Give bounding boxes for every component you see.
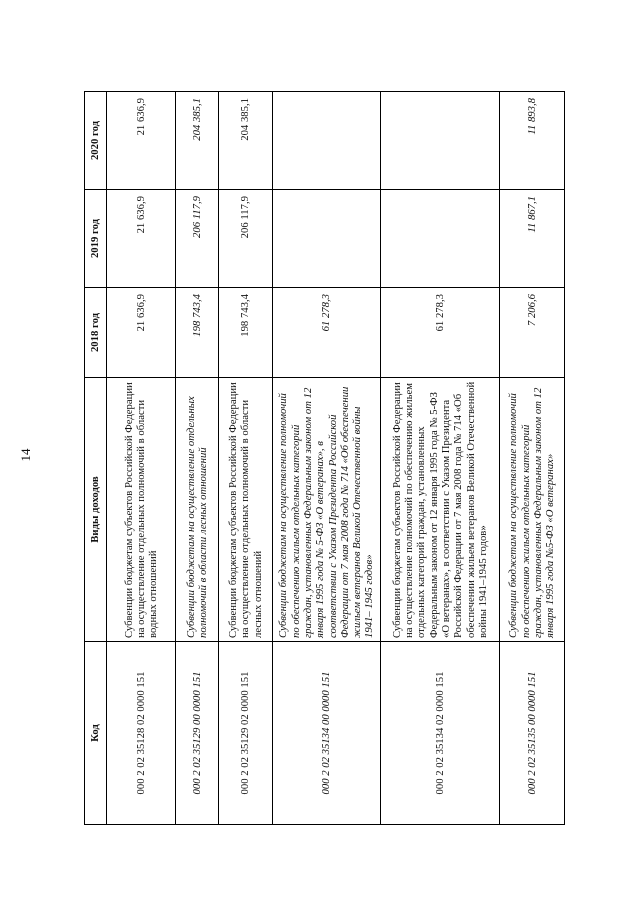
row-code: 000 2 02 35134 02 0000 151 [381, 642, 500, 825]
row-value-2018: 198 743,4 [176, 288, 219, 378]
table-row [381, 92, 500, 825]
rotated-table-container [84, 92, 557, 825]
table-row [107, 92, 176, 825]
header-2019: 2019 год [85, 190, 107, 288]
revenue-table [84, 91, 565, 825]
header-code: Код [85, 642, 107, 825]
row-value-2019: 21 636,9 [107, 190, 176, 288]
table-row [273, 92, 381, 825]
row-value-2019: 11 867,1 [500, 190, 565, 288]
page-number: 14 [18, 448, 33, 462]
table-header-row [85, 92, 107, 825]
row-revenue-type: Субвенции бюджетам на осуществление полномочий по обеспечению жильем отдельных категорий граждан, установленных Федеральным законом от 12 января 1995 года № 5-ФЗ «О ветеранах», в соответствии с Указом Президента Российской Федерации от 7 мая 2008 года № 714 «Об обеспечении жильем ветеранов Великой Отечественной войны 1941– 1945 годов» [273, 378, 381, 642]
header-2020: 2020 год [85, 92, 107, 190]
row-value-2019 [273, 190, 381, 288]
row-value-2018: 21 636,9 [107, 288, 176, 378]
table-row [219, 92, 273, 825]
row-value-2018: 7 206,6 [500, 288, 565, 378]
row-revenue-type: Субвенции бюджетам на осуществление отдельных полномочий в области лесных отношений [176, 378, 219, 642]
row-value-2020: 11 893,8 [500, 92, 565, 190]
table-row [176, 92, 219, 825]
row-value-2019 [381, 190, 500, 288]
header-2018: 2018 год [85, 288, 107, 378]
row-value-2018: 61 278,3 [381, 288, 500, 378]
row-value-2018: 198 743,4 [219, 288, 273, 378]
row-revenue-type: Субвенции бюджетам на осуществление полномочий по обеспечению жильем отдельных категорий граждан, установленных Федеральным законом от 12 января 1995 года №5-ФЗ «О ветеранах» [500, 378, 565, 642]
row-value-2020 [273, 92, 381, 190]
row-value-2019: 206 117,9 [219, 190, 273, 288]
row-revenue-type: Субвенции бюджетам субъектов Российской Федерации на осуществление отдельных полномочий в области водных отношений [107, 378, 176, 642]
row-value-2019: 206 117,9 [176, 190, 219, 288]
row-revenue-type: Субвенции бюджетам субъектов Российской Федерации на осуществление отдельных полномочий в области лесных отношений [219, 378, 273, 642]
row-value-2020: 204 385,1 [219, 92, 273, 190]
table-row [500, 92, 565, 825]
row-code: 000 2 02 35135 00 0000 151 [500, 642, 565, 825]
row-revenue-type: Субвенции бюджетам субъектов Российской Федерации на осуществление полномочий по обеспечению жильем отдельных категорий граждан, установленных Федеральным законом от 12 января 1995 года № 5-ФЗ «О ветеранах», в соответствии с Указом Президента Российской Федерации от 7 мая 2008 года № 714 «Об обеспечении жильем ветеранов Великой Отечественной войны 1941–1945 годов» [381, 378, 500, 642]
row-code: 000 2 02 35129 02 0000 151 [219, 642, 273, 825]
row-code: 000 2 02 35129 00 0000 151 [176, 642, 219, 825]
row-code: 000 2 02 35134 00 0000 151 [273, 642, 381, 825]
header-revenue-type: Виды доходов [85, 378, 107, 642]
row-value-2018: 61 278,3 [273, 288, 381, 378]
row-value-2020 [381, 92, 500, 190]
row-value-2020: 204 385,1 [176, 92, 219, 190]
row-value-2020: 21 636,9 [107, 92, 176, 190]
row-code: 000 2 02 35128 02 0000 151 [107, 642, 176, 825]
